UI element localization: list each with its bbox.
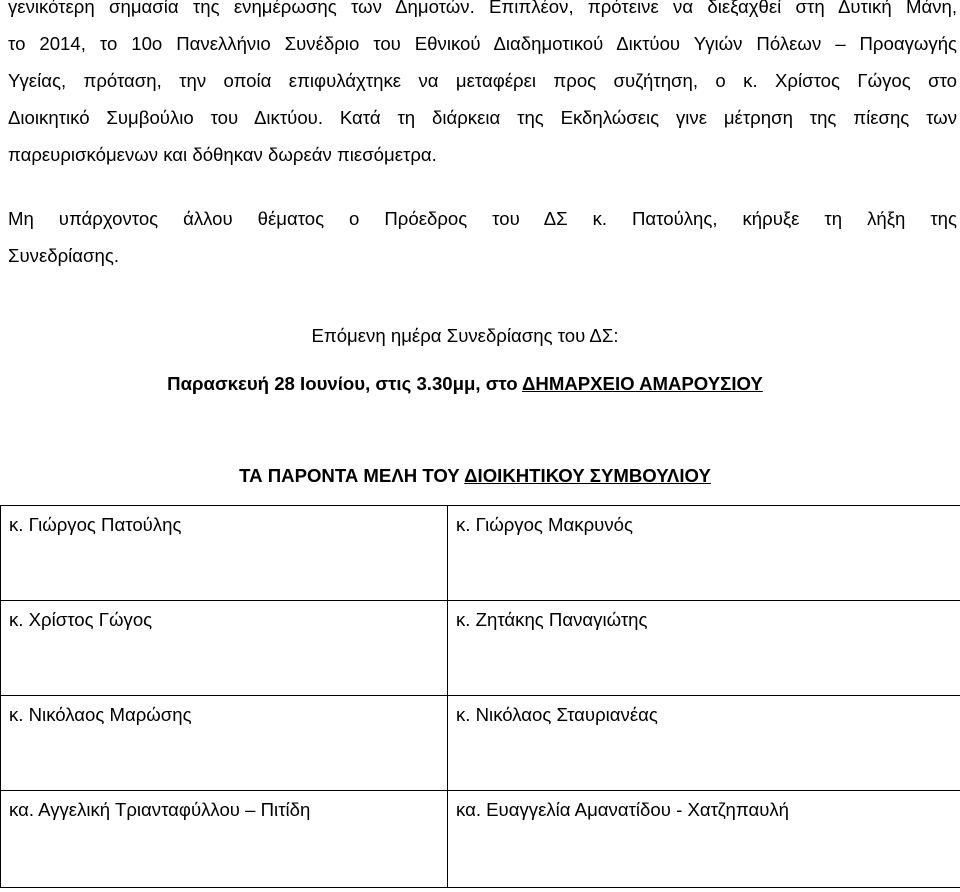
members-title-board: ΔΙΟΙΚΗΤΙΚΟΥ ΣΥΜΒΟΥΛΙΟΥ	[464, 465, 711, 486]
next-meeting-date	[0, 373, 930, 395]
member-name: κ. Νικόλαος Μαρώσης	[9, 704, 192, 725]
next-meeting-label: Επόμενη ημέρα Συνεδρίασης του ΔΣ:	[311, 325, 619, 346]
minutes-paragraph	[8, 0, 957, 173]
paragraph-line: Συνεδρίασης.	[8, 245, 119, 266]
paragraph-line: Μη υπάρχοντος άλλου θέματος ο Πρόεδρος του ΔΣ κ. Πατούλης, κήρυξε τη λήξη της	[8, 208, 957, 229]
member-name: κ. Γιώργος Μακρυνός	[456, 514, 633, 535]
paragraph-line: γενικότερη σημασία της ενημέρωσης των Δημοτών. Επιπλέον, πρότεινε να διεξαχθεί στη Δυτική Μάνη,	[8, 0, 957, 17]
signature-cell	[448, 601, 960, 696]
table-row	[1, 696, 960, 791]
next-meeting-place: ΔΗΜΑΡΧΕΙΟ ΑΜΑΡΟΥΣΙΟΥ	[522, 373, 763, 394]
closing-paragraph	[8, 200, 957, 274]
paragraph-line: Διοικητικό Συμβούλιο του Δικτύου. Κατά τη διάρκεια της Εκδηλώσεις γινε μέτρηση της πίεσης των	[8, 107, 957, 128]
paragraph-line: παρευρισκόμενων και δόθηκαν δωρεάν πιεσόμετρα.	[8, 144, 437, 165]
signature-cell	[448, 791, 960, 888]
signature-table	[0, 505, 960, 888]
member-name: κα. Αγγελική Τριανταφύλλου – Πιτίδη	[9, 799, 311, 820]
signature-cell	[1, 506, 448, 601]
member-name: κα. Ευαγγελία Αμανατίδου - Χατζηπαυλή	[456, 799, 789, 820]
members-title	[10, 465, 940, 487]
table-row	[1, 791, 960, 888]
members-title-text: ΤΑ ΠΑΡΟΝΤΑ ΜΕΛΗ ΤΟΥ	[239, 465, 465, 486]
signature-cell	[448, 696, 960, 791]
table-row	[1, 506, 960, 601]
next-meeting-date-text: Παρασκευή 28 Ιουνίου, στις 3.30μμ, στο	[167, 373, 523, 394]
paragraph-line: Υγείας, πρόταση, την οποία επιφυλάχτηκε να μεταφέρει προς συζήτηση, ο κ. Χρίστος Γώγος στο	[8, 70, 957, 91]
signature-cell	[448, 506, 960, 601]
table-row	[1, 601, 960, 696]
member-name: κ. Ζητάκης Παναγιώτης	[456, 609, 648, 630]
member-name: κ. Γιώργος Πατούλης	[9, 514, 182, 535]
signature-cell	[1, 601, 448, 696]
signature-cell	[1, 696, 448, 791]
paragraph-line: το 2014, το 10ο Πανελλήνιο Συνέδριο του Εθνικού Διαδημοτικού Δικτύου Υγιών Πόλεων – Προαγωγής	[8, 33, 957, 54]
signature-cell	[1, 791, 448, 888]
member-name: κ. Νικόλαος Σταυριανέας	[456, 704, 658, 725]
member-name: κ. Χρίστος Γώγος	[9, 609, 153, 630]
